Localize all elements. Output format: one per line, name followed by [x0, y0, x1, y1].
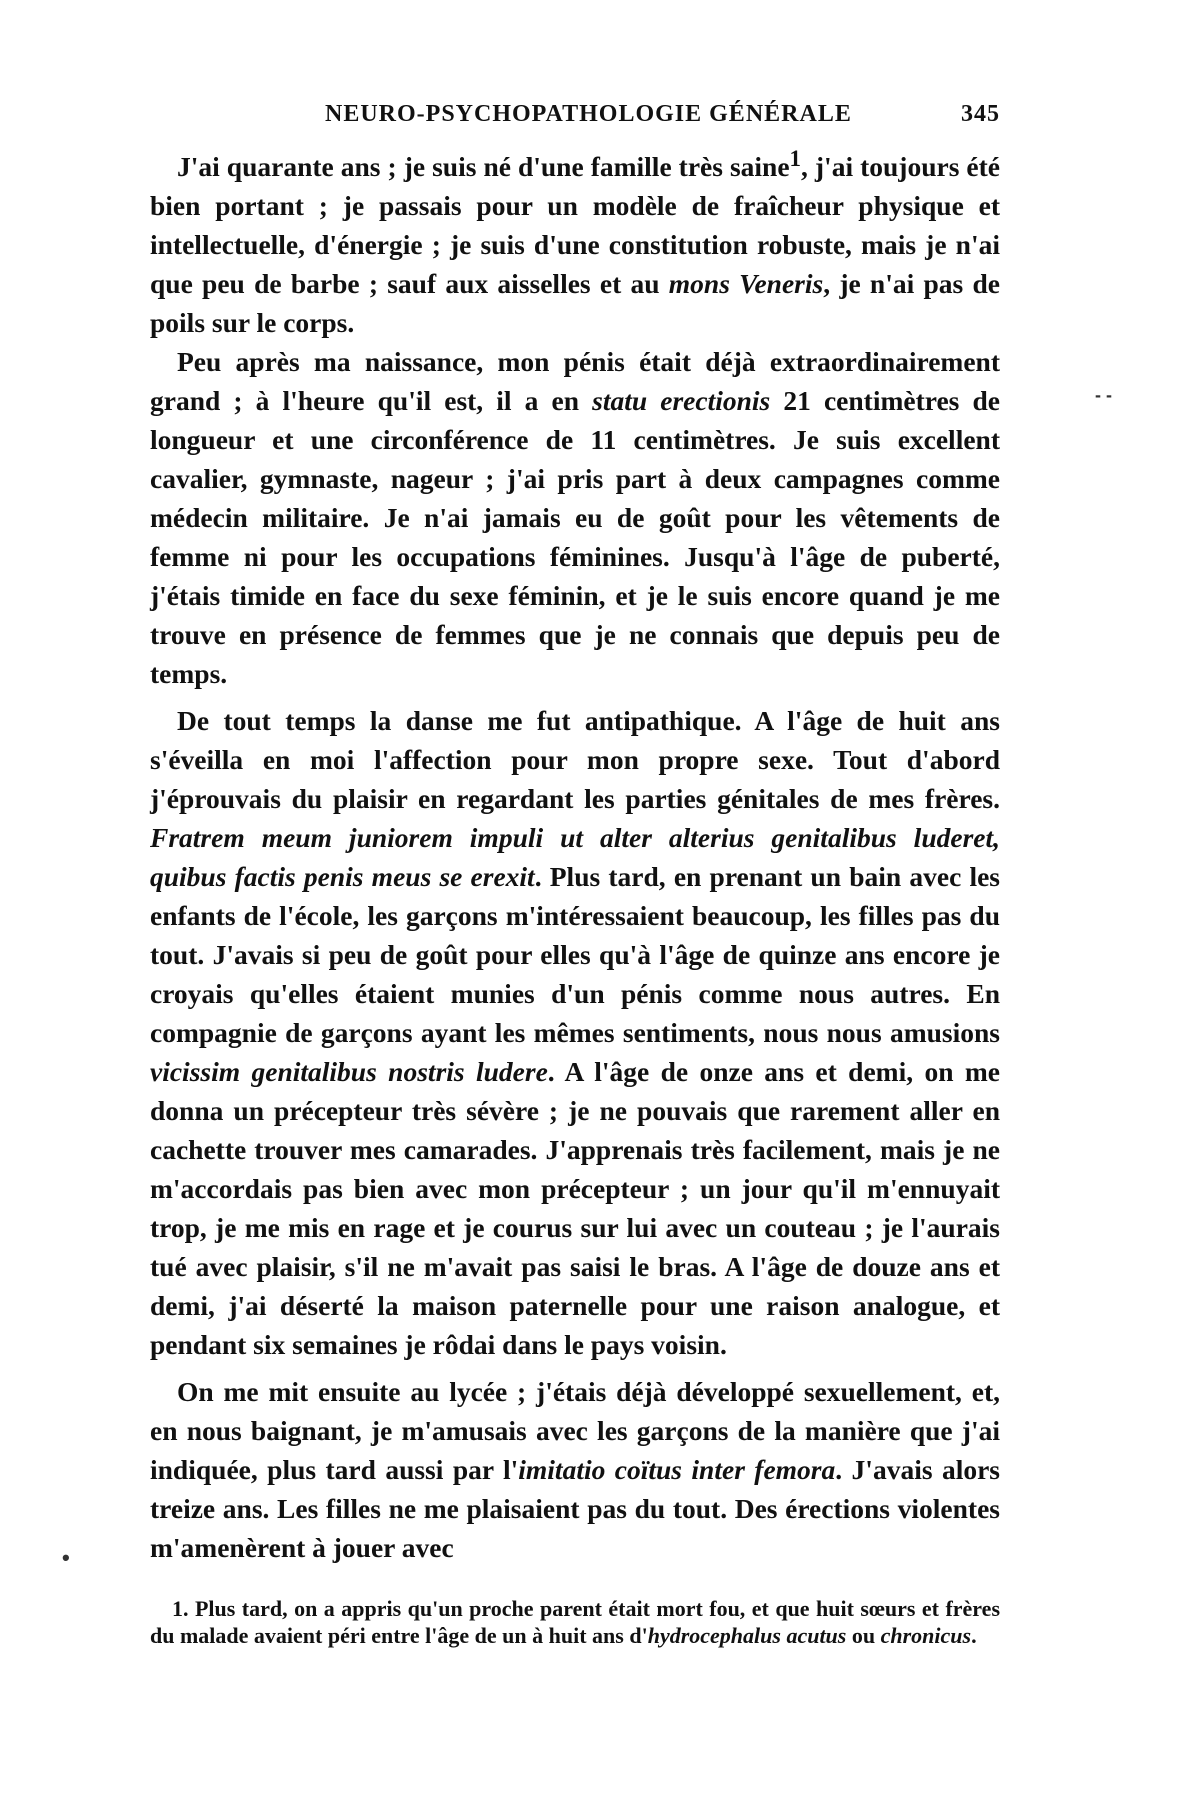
text-run: De tout temps la danse me fut antipathique. A l'âge de huit ans s'éveilla en moi l'affection pour mon propre sexe. Tout d'abord j'éprouvais du plaisir en regardant les parties génitales de mes frères.	[150, 705, 1000, 815]
latin-phrase: vicissim genitalibus nostris ludere	[150, 1056, 548, 1088]
paragraph	[150, 342, 1000, 693]
margin-dot: •	[62, 1545, 70, 1570]
paragraph	[150, 139, 1000, 342]
footnotes	[150, 1595, 1000, 1649]
book-page	[150, 95, 1000, 1649]
text-run: .	[971, 1623, 977, 1649]
text-run: . A l'âge de onze ans et demi, on me donna un précepteur très sévère ; je ne pouvais que rarement aller en cachette trouver mes camarades. J'apprenais très facilement, mais je ne m'accordais pas bien avec mon précepteur ; un jour qu'il m'ennuyait trop, je me mis en rage et je courus sur lui avec un couteau ; je l'aurais tué avec plaisir, s'il ne m'avait pas saisi le bras. A l'âge de douze ans et demi, j'ai déserté la maison paternelle pour une raison analogue, et pendant six semaines je rôdai dans le pays voisin.	[150, 1056, 1000, 1361]
text-run: . Plus tard, en prenant un bain avec les enfants de l'école, les garçons m'intéressaient beaucoup, les filles pas du tout. J'avais si peu de goût pour elles qu'à l'âge de quinze ans encore je croyais qu'elles étaient munies d'un pénis comme nous autres. En compagnie de garçons ayant les mêmes sentiments, nous nous amusions	[150, 861, 1001, 1049]
running-head	[150, 95, 1000, 139]
paragraph	[150, 701, 1000, 1364]
text-run: Peu après ma naissance, mon pénis était déjà extraordinairement grand ; à l'heure qu'il est, il a en	[150, 346, 1000, 417]
latin-phrase: chronicus	[880, 1623, 972, 1649]
text-run: , j'ai toujours été bien portant ; je passais pour un modèle de fraîcheur physique et intellectuelle, d'énergie ; je suis d'une constitution robuste, mais je n'ai que peu de barbe ; sauf aux aisselles et au	[150, 151, 1000, 300]
running-title: NEURO-PSYCHOPATHOLOGIE GÉNÉRALE	[325, 101, 852, 127]
text-run: . J'avais alors treize ans. Les filles ne me plaisaient pas du tout. Des érections violentes m'amenèrent à jouer avec	[150, 1454, 1000, 1564]
latin-phrase: imitatio coïtus inter femora	[518, 1454, 836, 1486]
text-run: 21 centimètres de longueur et une circonférence de 11 centimètres. Je suis excellent cavalier, gymnaste, nageur ; j'ai pris part à deux campagnes comme médecin militaire. Je n'ai jamais eu de goût pour les vêtements de femme ni pour les occupations féminines. Jusqu'à l'âge de puberté, j'étais timide en face du sexe féminin, et je le suis encore quand je me trouve en présence de femmes que je ne connais que depuis peu de temps.	[150, 385, 1000, 690]
latin-phrase: statu erectionis	[592, 385, 771, 417]
footnote-ref: 1	[789, 146, 801, 171]
text-run: On me mit ensuite au lycée ; j'étais déjà développé sexuellement, et, en nous baignant, je m'amusais avec les garçons de la manière que j'ai indiquée, plus tard aussi par l'	[150, 1376, 1000, 1486]
text-run: J'ai quarante ans ; je suis né d'une famille très saine	[177, 151, 790, 183]
body-text	[150, 139, 1000, 1567]
page-number: 345	[961, 101, 1000, 127]
latin-phrase: mons Veneris	[668, 268, 824, 300]
margin-dashes: - -	[1095, 385, 1112, 405]
paragraph	[150, 1372, 1000, 1567]
text-run: ou	[846, 1623, 881, 1649]
footnote	[150, 1595, 1000, 1649]
latin-phrase: Fratrem meum juniorem impuli ut alter alterius genitalibus luderet, quibus factis penis meus se erexit	[150, 822, 1000, 893]
text-run: , je n'ai pas de poils sur le corps.	[150, 268, 1001, 339]
text-run: 1. Plus tard, on a appris qu'un proche parent était mort fou, et que huit sœurs et frères du malade avaient péri entre l'âge de un à huit ans d'	[150, 1596, 1000, 1649]
latin-phrase: hydrocephalus acutus	[647, 1623, 847, 1649]
